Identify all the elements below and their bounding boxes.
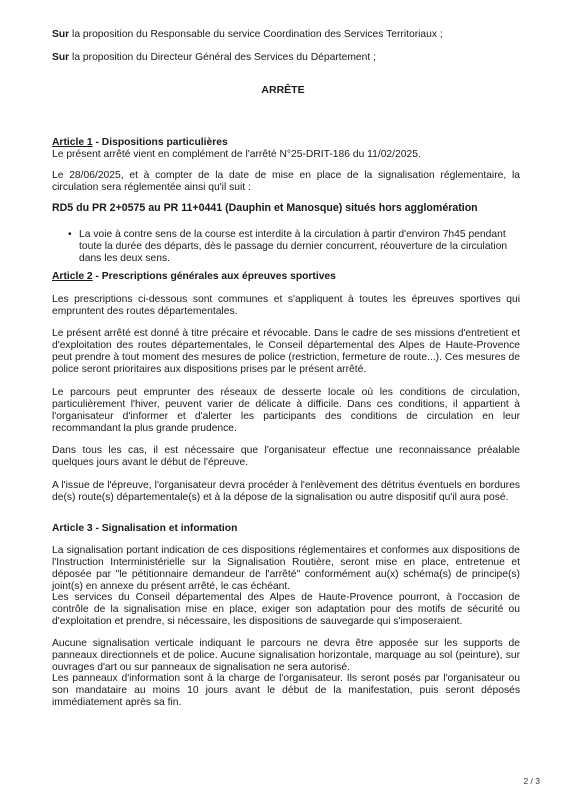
article-1-paragraph: Le 28/06/2025, et à compter de la date de mise en place de la signalisation réglementaire, la circulation sera réglementée ainsi qu'il suit : xyxy=(52,170,520,193)
preamble-line-2: Sur la proposition du Directeur Général des Services du Département ; xyxy=(52,52,376,63)
article-3-paragraph-2: Les services du Conseil départemental des Alpes de Haute-Provence pourront, à l'occasion de contrôle de la signalisation mise en place, exiger son adaptation pour des motifs de sécurité ou d'exploitation et prendre, si nécessaire, les dispositions de sauvegarde qui s'imposeraient. xyxy=(52,592,520,627)
article-2-paragraph-3: Le parcours peut emprunter des réseaux de desserte locale où les conditions de circulation, particulièrement l'hiver, peuvent varier de délicate à difficile. Dans ces conditions, il appartient à l'organisateur d'informer et d'alerter les participants des conditions de circulation en leur recommandant la plus grande prudence. xyxy=(52,387,520,434)
preamble-line-1: Sur la proposition du Responsable du service Coordination des Services Territoriaux ; xyxy=(52,29,443,40)
article-2-paragraph-1: Les prescriptions ci-dessous sont communes et s'appliquent à toutes les épreuves sportives qui empruntent des routes départementales. xyxy=(52,294,520,317)
page-number: 2 / 3 xyxy=(523,776,540,786)
bullet-icon: • xyxy=(68,229,72,240)
article-1-heading: Article 1 - Dispositions particulières xyxy=(52,137,228,148)
article-3-paragraph-4: Les panneaux d'information sont à la charge de l'organisateur. Ils seront posés par l'organisateur ou son mandataire au moins 10 jours avant le début de la manifestation, puis seront déposés immédiatement après sa fin. xyxy=(52,673,520,708)
article-1-intro: Le présent arrêté vient en complément de l'arrêté N°25-DRIT-186 du 11/02/2025. xyxy=(52,149,421,160)
article-3-heading: Article 3 - Signalisation et information xyxy=(52,523,238,534)
article-2-paragraph-2: Le présent arrêté est donné à titre précaire et révocable. Dans le cadre de ses missions d'entretient et d'exploitation des routes départementales, le Conseil départemental des Alpes de Haute-Provence peut prendre à tout moment des mesures de police (restriction, fermeture de route...). Ces mesures de police seront prioritaires aux dispositions prises par le présent arrêté. xyxy=(52,328,520,375)
article-2-paragraph-5: A l'issue de l'épreuve, l'organisateur devra procéder à l'enlèvement des détritus éventuels en bordures de(s) route(s) départementale(s) et à la dépose de la signalisation ou autre dispositif qu'il aura posé. xyxy=(52,480,520,503)
article-1-road-section: RD5 du PR 2+0575 au PR 11+0441 (Dauphin et Manosque) situés hors agglomération xyxy=(52,202,478,214)
article-1-bullet-text: La voie à contre sens de la course est interdite à la circulation à partir d'environ 7h45 pendant toute la durée des départs, dès le passage du dernier concurrent, réouverture de la circulation dans les deux sens. xyxy=(79,229,508,264)
article-3-paragraph-3: Aucune signalisation verticale indiquant le parcours ne devra être apposée sur les supports de panneaux directionnels et de police. Aucune signalisation horizontale, marquage au sol (peinture), sur ouvrages d'art ou sur panneaux de signalisation ne sera autorisé. xyxy=(52,638,520,673)
article-2-paragraph-4: Dans tous les cas, il est nécessaire que l'organisateur effectue une reconnaissance préalable quelques jours avant le début de l'épreuve. xyxy=(52,445,520,468)
article-3-paragraph-1: La signalisation portant indication de ces dispositions réglementaires et conformes aux dispositions de l'Instruction Interministérielle sur la Signalisation Routière, seront mise en place, entretenue et déposée par "le pétitionnaire demandeur de l'arrêté" conformément au(x) schéma(s) de principe(s) joint(s) en annexe du présent arrêté, le cas échéant. xyxy=(52,545,520,592)
article-1-bullet xyxy=(68,229,516,265)
article-2-heading: Article 2 - Prescriptions générales aux épreuves sportives xyxy=(52,271,336,282)
document-title: ARRÊTE xyxy=(261,84,305,96)
